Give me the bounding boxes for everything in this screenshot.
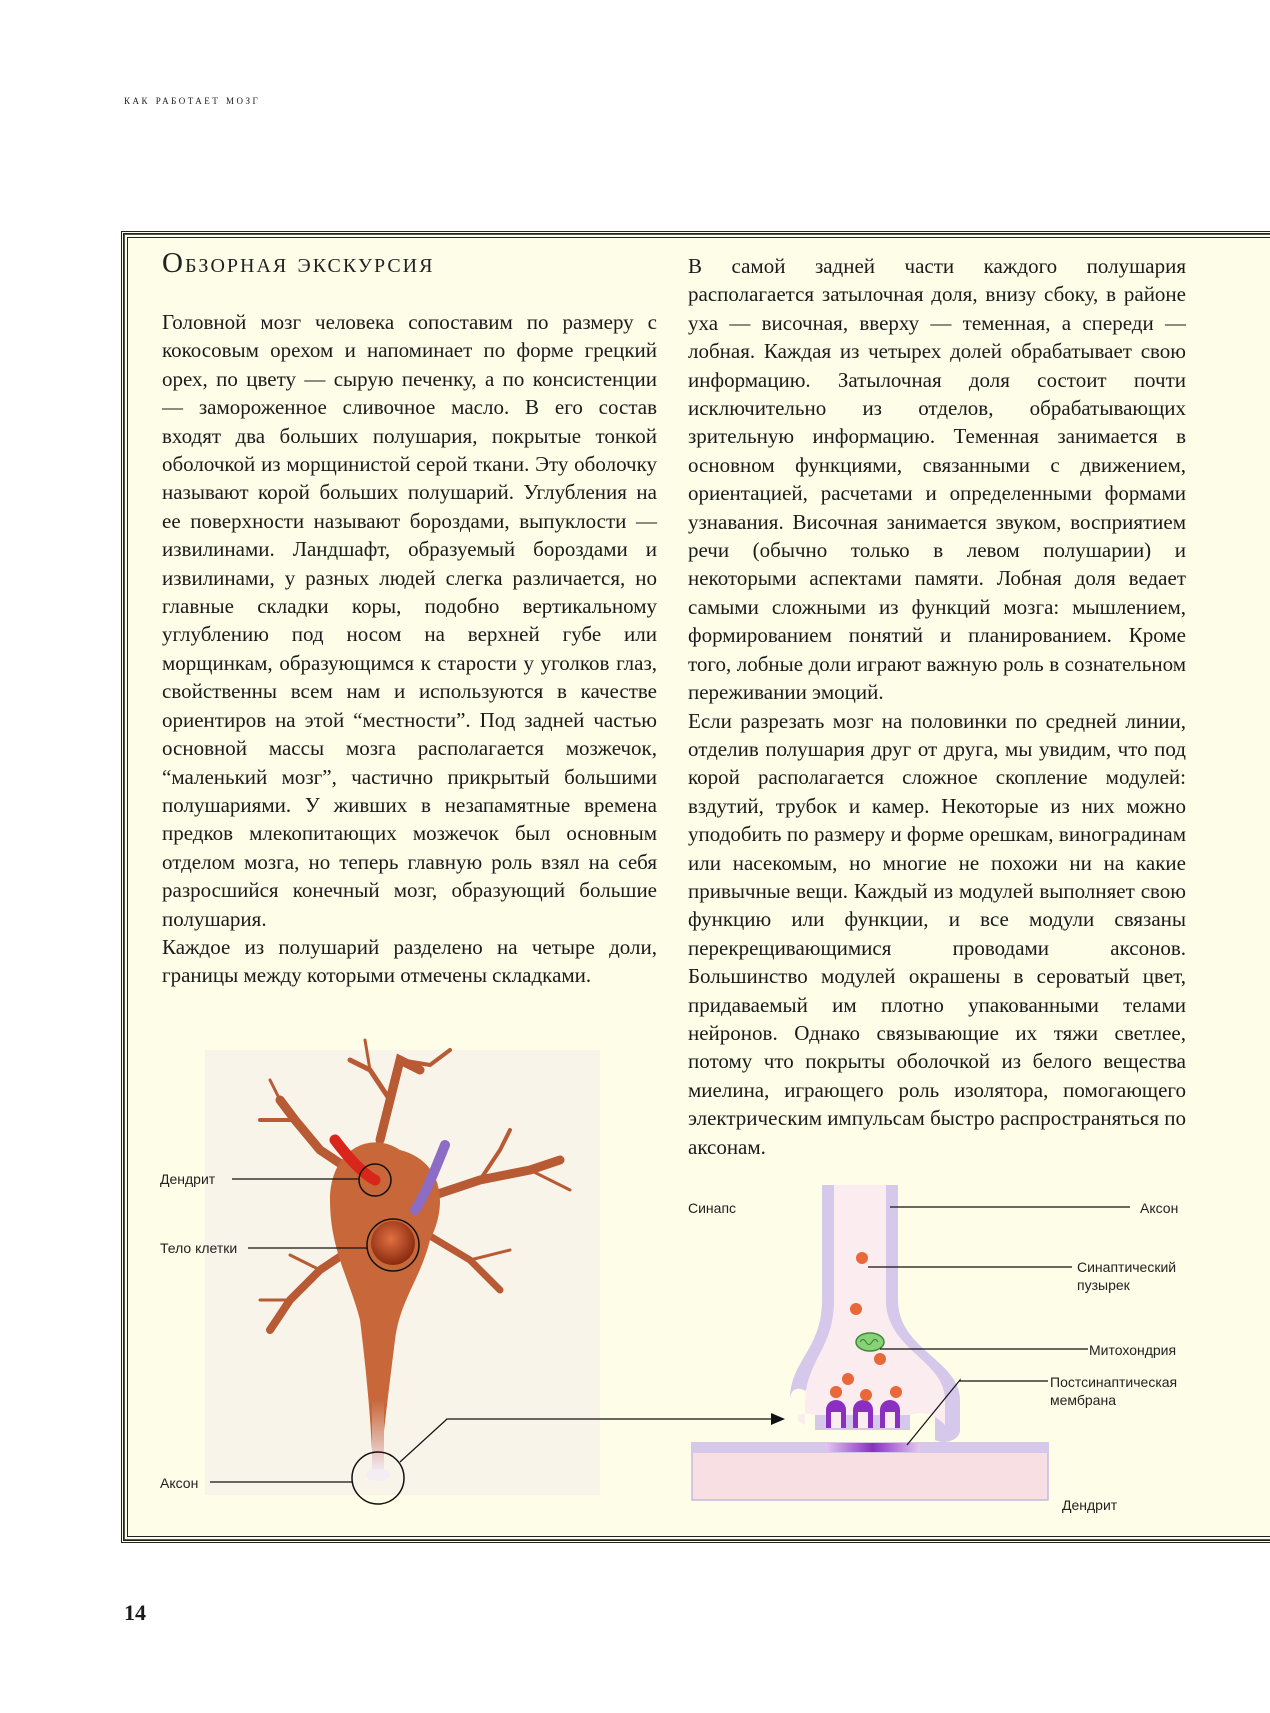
label-axon: Аксон (160, 1475, 199, 1491)
label-mitochondrion: Митохондрия (1089, 1342, 1177, 1358)
paragraph: Головной мозг человека сопоставим по размеру с кокосовым орехом и напоминает по форме грецкий орех, по цвету — сырую печенку, а по консистенции — замороженное сливочное масло. В его состав входят два больших полушария, покрытые тонкой оболочкой из морщинистой серой ткани. Эту оболочку называют корой больших полушарий. Углубления на ее поверхности называют бороздами, выпуклости — извилинами. Ландшафт, образуемый бороздами и извилинами, у разных людей слегка различается, но главные складки коры, подобно вертикальному углублению под носом на верхней губе или морщинкам, образующимся к старости у уголков глаз, свойственны всем нам и используются в качестве ориентиров на этой “местности”. Под задней частью основной массы мозга располагается мозжечок, “маленький мозг”, частично прикрытый большими полушариями. У живших в незапамятные времена предков млекопитающих мозжечок был основным отделом мозга, но теперь главную роль взял на себя разросшийся конечный мозг, образующий большие полушария. (162, 310, 657, 931)
running-head: как работает мозг (124, 92, 261, 107)
label-dendrite: Дендрит (160, 1171, 216, 1187)
label-synapse-axon: Аксон (1140, 1200, 1179, 1216)
axon-terminal (366, 1469, 390, 1481)
postsynaptic-membrane (825, 1443, 920, 1452)
label-cell-body: Тело клетки (160, 1240, 238, 1256)
page-number: 14 (124, 1600, 146, 1625)
label-membrane-line2: мембрана (1050, 1392, 1116, 1408)
label-membrane-line1: Постсинаптическая (1050, 1374, 1178, 1390)
arrow-head (771, 1413, 785, 1425)
paragraph: Каждое из полушарий разделено на четыре доли, границы между которыми отмечены складками. (162, 934, 657, 988)
label-synapse: Синапс (688, 1200, 737, 1216)
axon-segment (372, 1400, 384, 1470)
paragraph: В самой задней части каждого полушария располагается затылочная доля, внизу сбоку, в районе уха — височная, вверху — теменная, а спереди — лобная. Каждая из четырех долей обрабатывает свою информацию. Затылочная доля состоит почти исключительно из отделов, обрабатывающих зрительную информацию. Теменная занимается в основном функциями, связанными с движением, ориентацией, расчетами и определенными формами узнавания. Височная занимается звуком, восприятием речи (обычно только в левом полушарии) и некоторыми аспектами памяти. Лобная доля ведает самыми сложными из функций мозга: мышлением, формированием понятий и планированием. Кроме того, лобные доли играют важную роль в сознательном переживании эмоций. (688, 254, 1186, 705)
label-synapse-dendrite: Дендрит (1062, 1497, 1118, 1513)
label-membrane (1050, 1373, 1177, 1409)
nucleus (371, 1221, 415, 1265)
label-vesicle (1077, 1258, 1176, 1294)
axon-terminal-inner (798, 1185, 945, 1425)
label-vesicle-line2: пузырек (1077, 1277, 1130, 1293)
label-vesicle-line1: Синаптический (1077, 1259, 1177, 1275)
paragraph: Если разрезать мозг на половинки по средней линии, отделив полушария друг от друга, мы увидим, что под корой располагается сложное скопление модулей: вздутий, трубок и камер. Некоторые из них можно уподобить по размеру и форме орешкам, виноградинам или насекомым, но многие не похожи ни на какие привычные вещи. Каждый из модулей выполняет свою функцию или функции, и все модули связаны перекрещивающимися проводами аксонов. Большинство модулей окрашены в сероватый цвет, придаваемый им плотно упакованными телами нейронов. Однако связывающие их тяжи светлее, потому что покрыты оболочкой из белого вещества миелина, играющего роль изолятора, помогающего электрическим импульсам быстро распространяться по аксонам. (688, 708, 1186, 1159)
section-title: Обзорная экскурсия (162, 247, 435, 279)
